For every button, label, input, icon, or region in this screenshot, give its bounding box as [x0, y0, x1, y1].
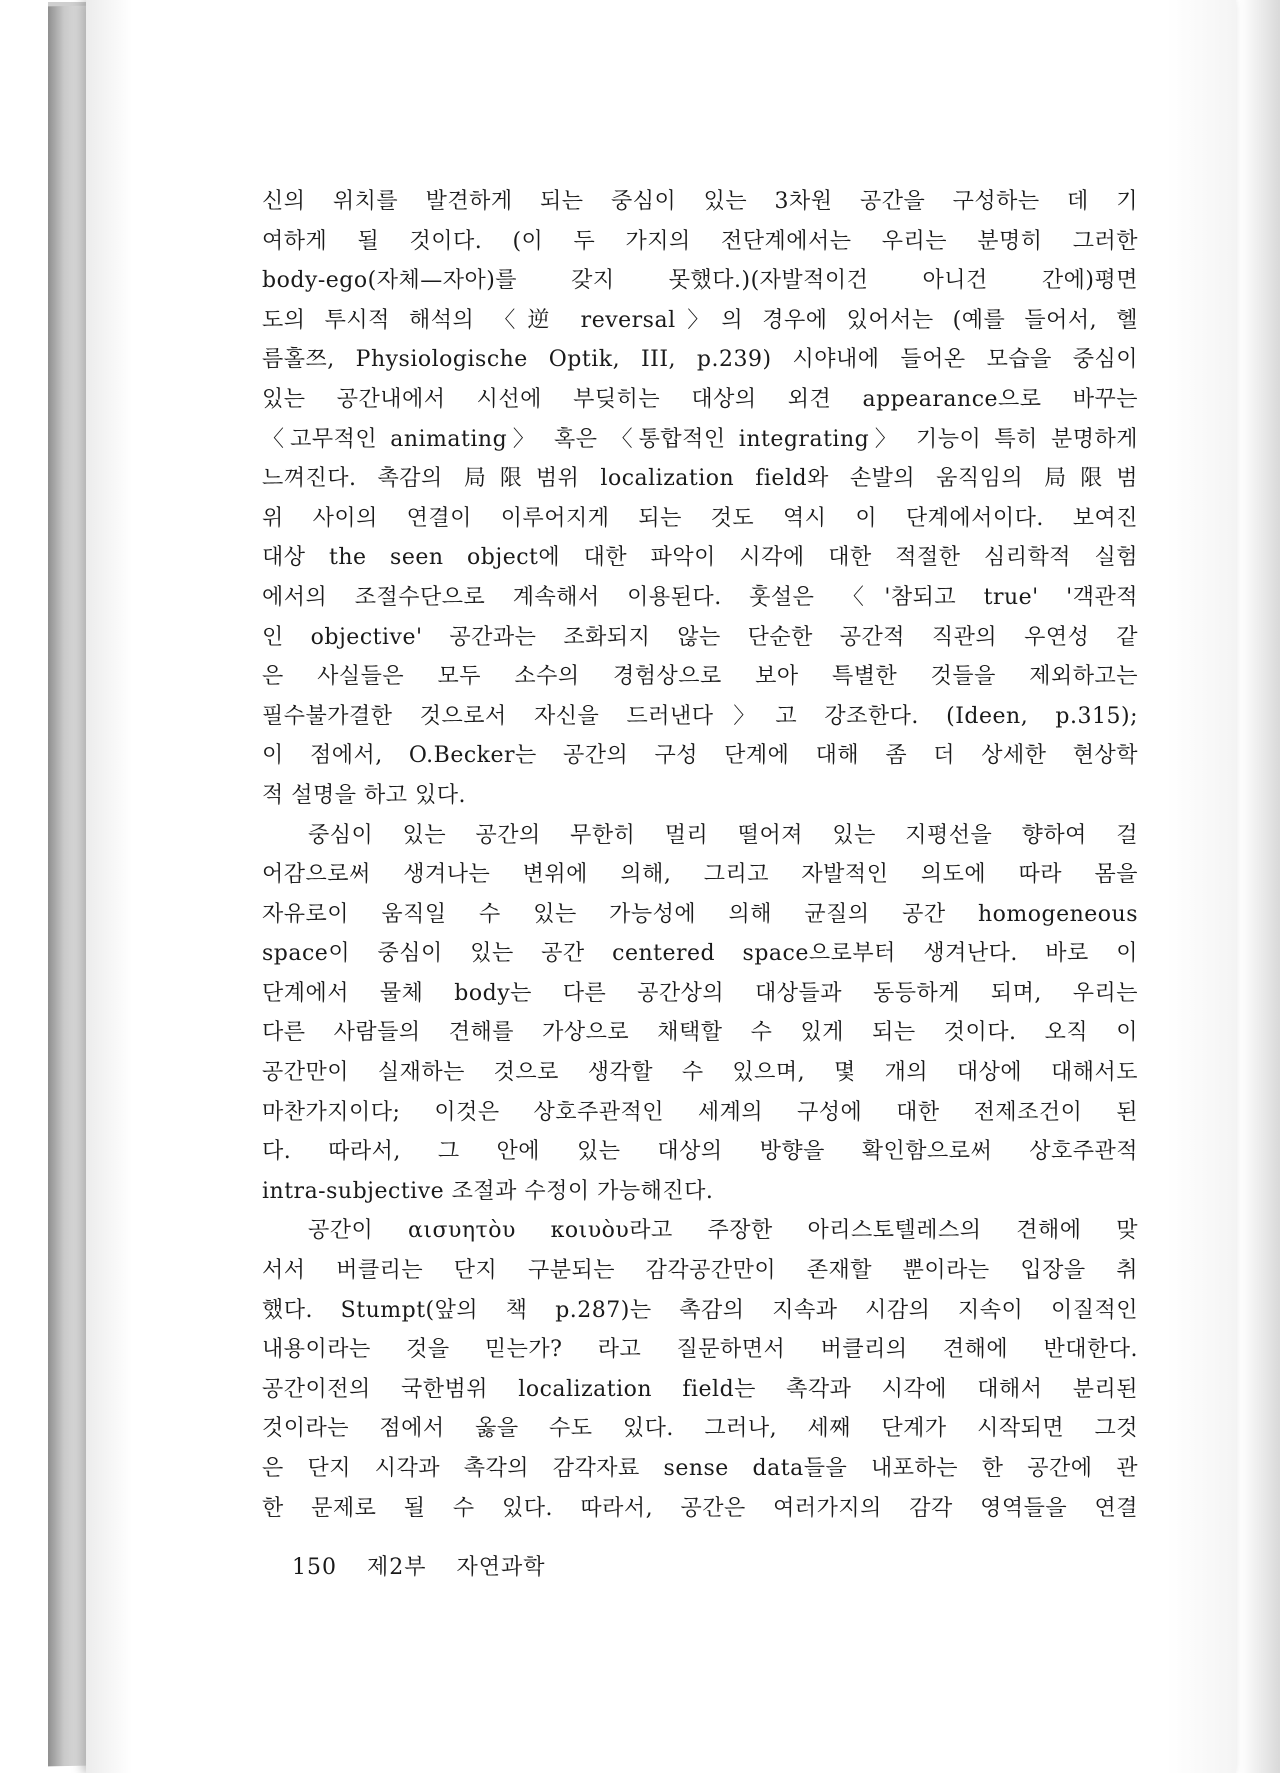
- text-line: 적 설명을 하고 있다.: [262, 782, 466, 808]
- page-footer: [292, 1550, 568, 1581]
- text-line: 어감으로써 생겨나는 변위에 의해, 그리고 자발적인 의도에 따라 몸을: [262, 862, 1138, 888]
- text-line: 여하게 될 것이다. (이 두 가지의 전단계에서는 우리는 분명히 그러한: [262, 228, 1138, 254]
- paragraph-1: [262, 182, 1138, 816]
- text-line: 은 단지 시각과 촉각의 감각자료 sense data들을 내포하는 한 공간에 관: [262, 1456, 1138, 1481]
- text-line: 대상 the seen object에 대한 파악이 시각에 대한 적절한 심리학적 실험: [262, 545, 1138, 571]
- text-line: 다른 사람들의 견해를 가상으로 채택할 수 있게 되는 것이다. 오직 이: [262, 1020, 1138, 1046]
- text-line: space이 중심이 있는 공간 centered space으로부터 생겨난다. 바로 이: [262, 941, 1138, 967]
- text-line: 다. 따라서, 그 안에 있는 대상의 방향을 확인함으로써 상호주관적: [262, 1139, 1138, 1165]
- page-right-shadow: [1240, 0, 1280, 1773]
- text-line: 이 점에서, O.Becker는 공간의 구성 단계에 대해 좀 더 상세한 현상학: [262, 743, 1138, 769]
- text-line: intra-subjective 조절과 수정이 가능해진다.: [262, 1178, 714, 1204]
- text-line: 인 objective' 공간과는 조화되지 않는 단순한 공간적 직관의 우연성 같: [262, 624, 1138, 650]
- paragraph-2: [262, 816, 1138, 1212]
- text-line: 있는 공간내에서 시선에 부딪히는 대상의 외견 appearance으로 바꾸는: [262, 386, 1138, 412]
- text-line: 도의 투시적 해석의 〈逆 reversal〉의 경우에 있어서는 (예를 들어서, 헬: [262, 307, 1138, 333]
- body-text: [262, 182, 1138, 1528]
- text-line: 했다. Stumpt(앞의 책 p.287)는 촉감의 지속과 시감의 지속이 이질적인: [262, 1297, 1138, 1323]
- text-line: 마찬가지이다; 이것은 상호주관적인 세계의 구성에 대한 전제조건이 된: [262, 1099, 1138, 1125]
- text-line: 내용이라는 것을 믿는가? 라고 질문하면서 버클리의 견해에 반대한다.: [262, 1337, 1138, 1363]
- text-line: body-ego(자체—자아)를 갖지 못했다.)(자발적이건 아니건 간에)평면: [262, 268, 1138, 294]
- text-line: 공간이전의 국한범위 localization field는 촉각과 시각에 대해서 분리된: [262, 1376, 1138, 1402]
- text-line: 공간이 αισυητὸυ κοιυὸυ라고 주장한 아리스토텔레스의 견해에 맞: [308, 1218, 1138, 1244]
- text-line: 필수불가결한 것으로서 자신을 드러낸다〉고 강조한다. (Ideen, p.315);: [262, 703, 1138, 729]
- text-line: 것이라는 점에서 옳을 수도 있다. 그러나, 세째 단계가 시작되면 그것: [262, 1416, 1138, 1442]
- text-line: 느껴진다. 촉감의 局限범위 localization field와 손발의 움직임의 局限범: [262, 466, 1138, 492]
- section-label: 자연과학: [456, 1555, 546, 1580]
- page-stack-edge: [48, 6, 88, 1767]
- text-line: 름홀쯔, Physiologische Optik, III, p.239) 시야내에 들어온 모습을 중심이: [262, 347, 1138, 373]
- page-number: 150: [292, 1555, 337, 1580]
- text-line: 자유로이 움직일 수 있는 가능성에 의해 균질의 공간 homogeneous: [262, 901, 1138, 927]
- text-line: 신의 위치를 발견하게 되는 중심이 있는 3차원 공간을 구성하는 데 기: [262, 189, 1138, 214]
- text-line: 공간만이 실재하는 것으로 생각할 수 있으며, 몇 개의 대상에 대해서도: [262, 1060, 1138, 1086]
- text-line: 에서의 조절수단으로 계속해서 이용된다. 훗설은 〈'참되고 true' '객관적: [262, 584, 1138, 610]
- part-label: 제2부: [367, 1555, 427, 1580]
- text-line: 〈고무적인 animating〉 혹은 〈통합적인 integrating〉 기능이 특히 분명하게: [262, 426, 1138, 452]
- text-line: 서서 버클리는 단지 구분되는 감각공간만이 존재할 뿐이라는 입장을 취: [262, 1258, 1138, 1284]
- text-line: 단계에서 물체 body는 다른 공간상의 대상들과 동등하게 되며, 우리는: [262, 980, 1138, 1006]
- text-line: 은 사실들은 모두 소수의 경험상으로 보아 특별한 것들을 제외하고는: [262, 664, 1138, 690]
- text-line: 한 문제로 될 수 있다. 따라서, 공간은 여러가지의 감각 영역들을 연결: [262, 1495, 1138, 1521]
- paragraph-3: [262, 1211, 1138, 1528]
- text-line: 위 사이의 연결이 이루어지게 되는 것도 역시 이 단계에서이다. 보여진: [262, 505, 1138, 531]
- text-line: 중심이 있는 공간의 무한히 멀리 떨어져 있는 지평선을 향하여 걸: [308, 822, 1138, 848]
